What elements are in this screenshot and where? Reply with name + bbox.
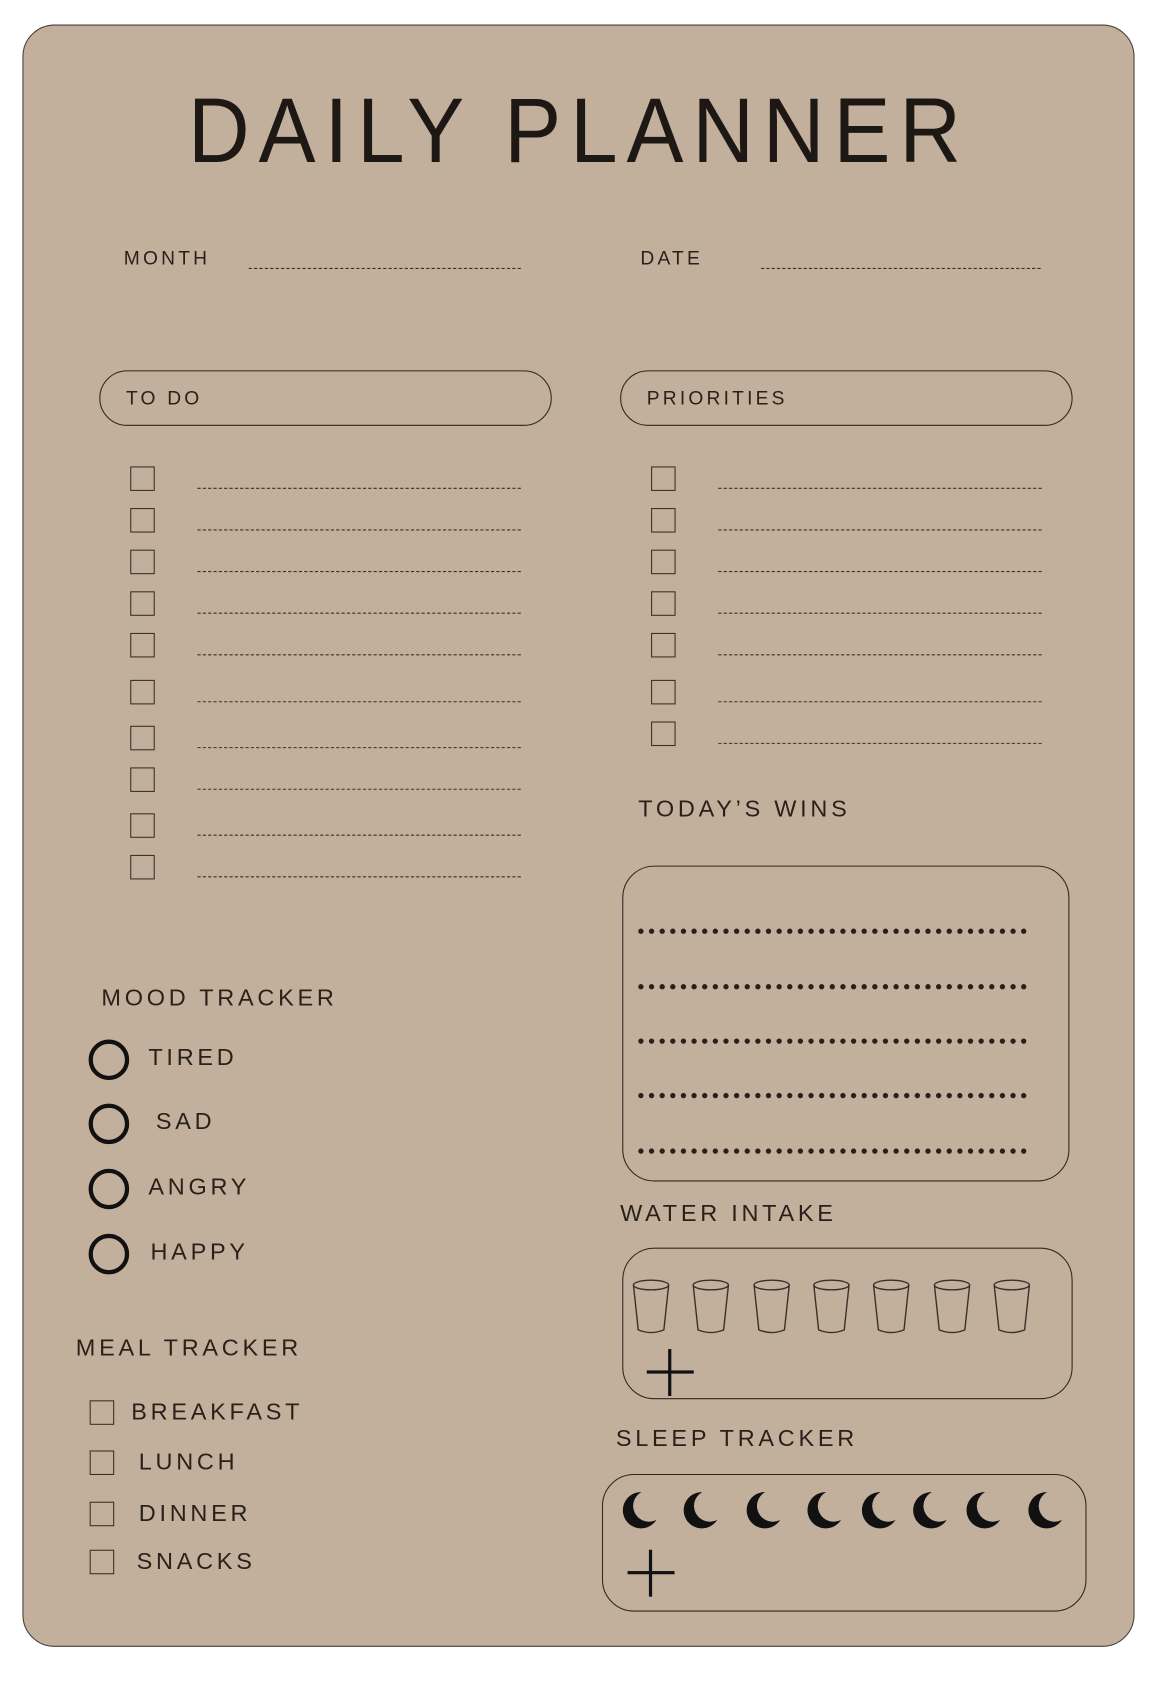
date-label: DATE — [640, 247, 704, 269]
mood-option-label: ANGRY — [148, 1172, 251, 1200]
meal-checkbox-snacks[interactable] — [90, 1550, 115, 1575]
mood-radio-sad[interactable] — [89, 1104, 130, 1145]
priority-checkbox[interactable] — [651, 633, 676, 658]
meal-option-label: LUNCH — [138, 1448, 239, 1476]
moon-icon[interactable] — [1024, 1490, 1065, 1531]
todo-header — [99, 370, 552, 425]
cup-icon[interactable] — [692, 1279, 730, 1336]
todo-line[interactable] — [197, 571, 520, 572]
moon-icon[interactable] — [803, 1490, 844, 1531]
month-label: MONTH — [123, 247, 211, 269]
todo-checkbox[interactable] — [130, 726, 155, 751]
meal-option-label: DINNER — [138, 1499, 252, 1527]
priority-checkbox[interactable] — [651, 550, 676, 575]
priorities-header — [620, 370, 1073, 425]
todo-line[interactable] — [197, 876, 520, 877]
moon-icon[interactable] — [618, 1490, 659, 1531]
todo-line[interactable] — [197, 613, 520, 614]
mood-radio-angry[interactable] — [89, 1169, 130, 1210]
cup-icon[interactable] — [752, 1279, 790, 1336]
plus-icon[interactable] — [647, 1349, 694, 1396]
todo-line[interactable] — [197, 529, 520, 530]
wins-line[interactable] — [638, 1038, 1026, 1043]
mood-option-label: SAD — [155, 1107, 216, 1135]
cup-icon[interactable] — [812, 1279, 850, 1336]
priority-checkbox[interactable] — [651, 680, 676, 705]
wins-line[interactable] — [638, 984, 1026, 989]
priority-checkbox[interactable] — [651, 721, 676, 746]
todo-label: TO DO — [125, 387, 203, 409]
month-field[interactable] — [249, 268, 521, 269]
mood-tracker-label: MOOD TRACKER — [101, 984, 338, 1011]
todo-checkbox[interactable] — [130, 767, 155, 792]
todo-checkbox[interactable] — [130, 591, 155, 616]
todo-checkbox[interactable] — [130, 813, 155, 838]
date-field[interactable] — [761, 268, 1041, 269]
moon-icon[interactable] — [679, 1490, 720, 1531]
todo-checkbox[interactable] — [130, 855, 155, 880]
moon-icon[interactable] — [908, 1490, 949, 1531]
wins-label: TODAY’S WINS — [638, 795, 851, 822]
meal-option-label: BREAKFAST — [131, 1398, 304, 1425]
priority-line[interactable] — [718, 701, 1041, 702]
moon-icon[interactable] — [742, 1490, 783, 1531]
todo-line[interactable] — [197, 701, 520, 702]
cup-icon[interactable] — [872, 1279, 910, 1336]
cup-icon[interactable] — [992, 1279, 1030, 1336]
priority-line[interactable] — [718, 654, 1041, 655]
todo-line[interactable] — [197, 747, 520, 748]
page-title: DAILY PLANNER — [188, 80, 970, 183]
priority-line[interactable] — [718, 488, 1041, 489]
wins-line[interactable] — [638, 929, 1026, 934]
cup-icon[interactable] — [632, 1279, 670, 1336]
sleep-box — [602, 1474, 1087, 1612]
moon-icon[interactable] — [962, 1490, 1003, 1531]
priority-line[interactable] — [718, 613, 1041, 614]
todo-line[interactable] — [197, 835, 520, 836]
todo-checkbox[interactable] — [130, 550, 155, 575]
priority-line[interactable] — [718, 743, 1041, 744]
mood-radio-happy[interactable] — [89, 1234, 130, 1275]
todo-line[interactable] — [197, 789, 520, 790]
meal-checkbox-lunch[interactable] — [90, 1450, 115, 1475]
priority-checkbox[interactable] — [651, 508, 676, 533]
mood-option-label: HAPPY — [150, 1238, 249, 1265]
wins-box — [622, 866, 1069, 1182]
priority-checkbox[interactable] — [651, 591, 676, 616]
todo-checkbox[interactable] — [130, 633, 155, 658]
meal-option-label: SNACKS — [136, 1547, 256, 1575]
meal-checkbox-dinner[interactable] — [90, 1502, 115, 1527]
todo-checkbox[interactable] — [130, 508, 155, 533]
todo-line[interactable] — [197, 654, 520, 655]
todo-checkbox[interactable] — [130, 466, 155, 491]
sleep-tracker-label: SLEEP TRACKER — [615, 1424, 858, 1452]
mood-option-label: TIRED — [148, 1043, 238, 1071]
priority-line[interactable] — [718, 529, 1041, 530]
cup-icon[interactable] — [932, 1279, 970, 1336]
priority-line[interactable] — [718, 571, 1041, 572]
priorities-label: PRIORITIES — [646, 387, 788, 409]
wins-line[interactable] — [638, 1148, 1026, 1153]
plus-icon[interactable] — [628, 1550, 675, 1597]
wins-line[interactable] — [638, 1093, 1026, 1098]
mood-radio-tired[interactable] — [89, 1040, 130, 1081]
todo-line[interactable] — [197, 488, 520, 489]
priority-checkbox[interactable] — [651, 466, 676, 491]
water-intake-label: WATER INTAKE — [620, 1199, 837, 1227]
todo-checkbox[interactable] — [130, 680, 155, 705]
meal-checkbox-breakfast[interactable] — [90, 1400, 115, 1425]
moon-icon[interactable] — [857, 1490, 898, 1531]
meal-tracker-label: MEAL TRACKER — [75, 1334, 302, 1361]
